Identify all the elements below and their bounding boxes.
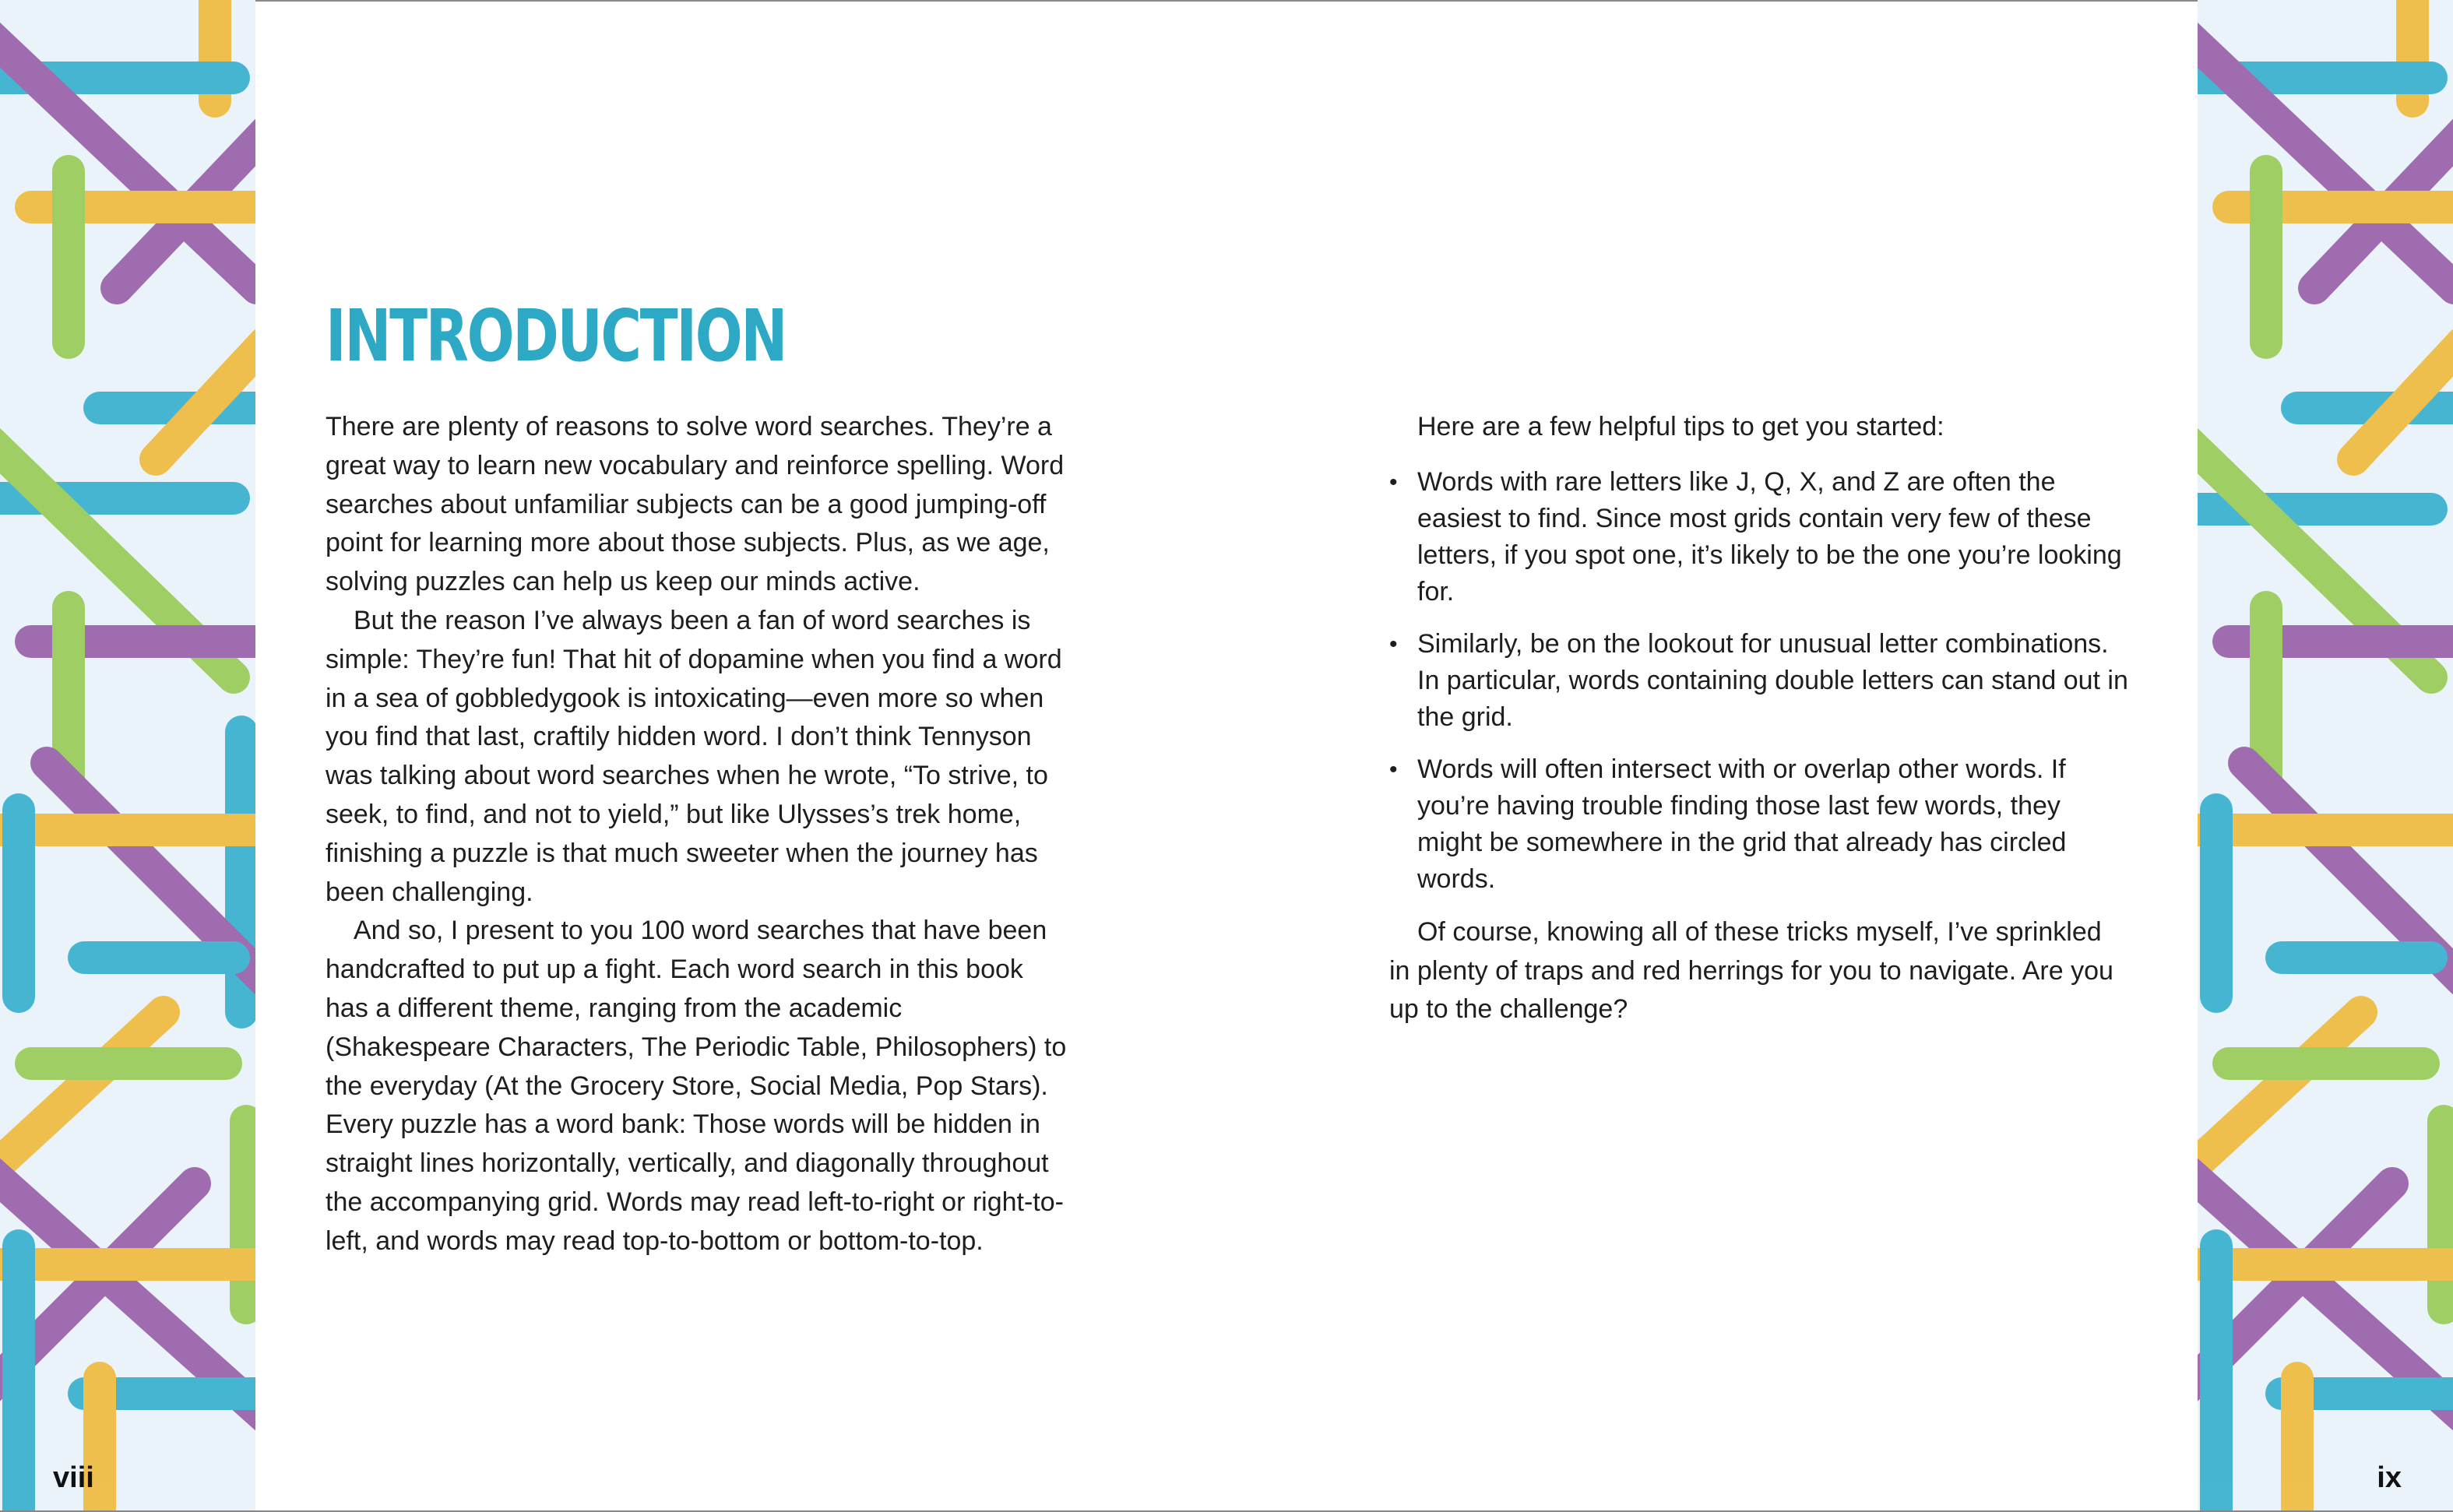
stick-pattern-right: [2198, 0, 2453, 1512]
intro-paragraph-3: And so, I present to you 100 word searches that have been handcrafted to put up a fight. Each word search in this book has a different theme, ranging from the academic (Shakespeare Characters, The Periodic Table, Philosophers) to the everyday (At the Grocery Store, Social Media, Pop Stars). Every puzzle has a word bank: Those words will be hidden in straight lines horizontally, vertically, and diagonally throughout the accompanying grid. Words may read left-to-right or right-to-left, and words may read top-to-bottom or bottom-to-top.: [326, 916, 1067, 1256]
tips-list: [1389, 464, 2129, 898]
tip-item: • Similarly, be on the lookout for unusual letter combinations. In particular, words containing double letters can stand out in the grid.: [1389, 626, 2129, 736]
page-title: INTRODUCTION: [326, 294, 787, 378]
closing-paragraph: Of course, knowing all of these tricks myself, I’ve sprinkled in plenty of traps and red herrings for you to navigate. Are you up to the challenge?: [1389, 916, 2113, 1025]
intro-paragraph-1: There are plenty of reasons to solve word searches. They’re a great way to learn new vocabulary and reinforce spelling. Word searches about unfamiliar subjects can be a good jumping-off point for learning more about those subjects. Plus, as we age, solving puzzles can help us keep our minds active.: [326, 412, 1065, 597]
tip-item: • Words with rare letters like J, Q, X, and Z are often the easiest to find. Since most grids contain very few of these letters, if you spot one, it’s likely to be the one you’re looking for.: [1389, 464, 2129, 610]
tips-lead: Here are a few helpful tips to get you started:: [1417, 412, 1944, 441]
page-number-right: ix: [2377, 1461, 2402, 1494]
left-column: [326, 408, 1073, 1261]
border-top: [0, 0, 2453, 2]
stick-pattern-left: [0, 0, 255, 1512]
decorative-strip-right: [2198, 0, 2453, 1512]
page-number-left: viii: [53, 1461, 94, 1494]
tip-item: • Words will often intersect with or overlap other words. If you’re having trouble finding those last few words, they might be somewhere in the grid that already has circled words.: [1389, 751, 2129, 898]
decorative-strip-left: [0, 0, 255, 1512]
right-column: [1389, 408, 2129, 1029]
intro-paragraph-2: But the reason I’ve always been a fan of word searches is simple: They’re fun! That hit of dopamine when you find a word in a sea of gobbledygook is intoxicating—even more so when you find that last, craftily hidden word. I don’t think Tennyson was talking about word searches when he wrote, “To strive, to seek, to find, and not to yield,” but like Ulysses’s trek home, finishing a puzzle is that much sweeter when the journey has been challenging.: [326, 605, 1062, 907]
